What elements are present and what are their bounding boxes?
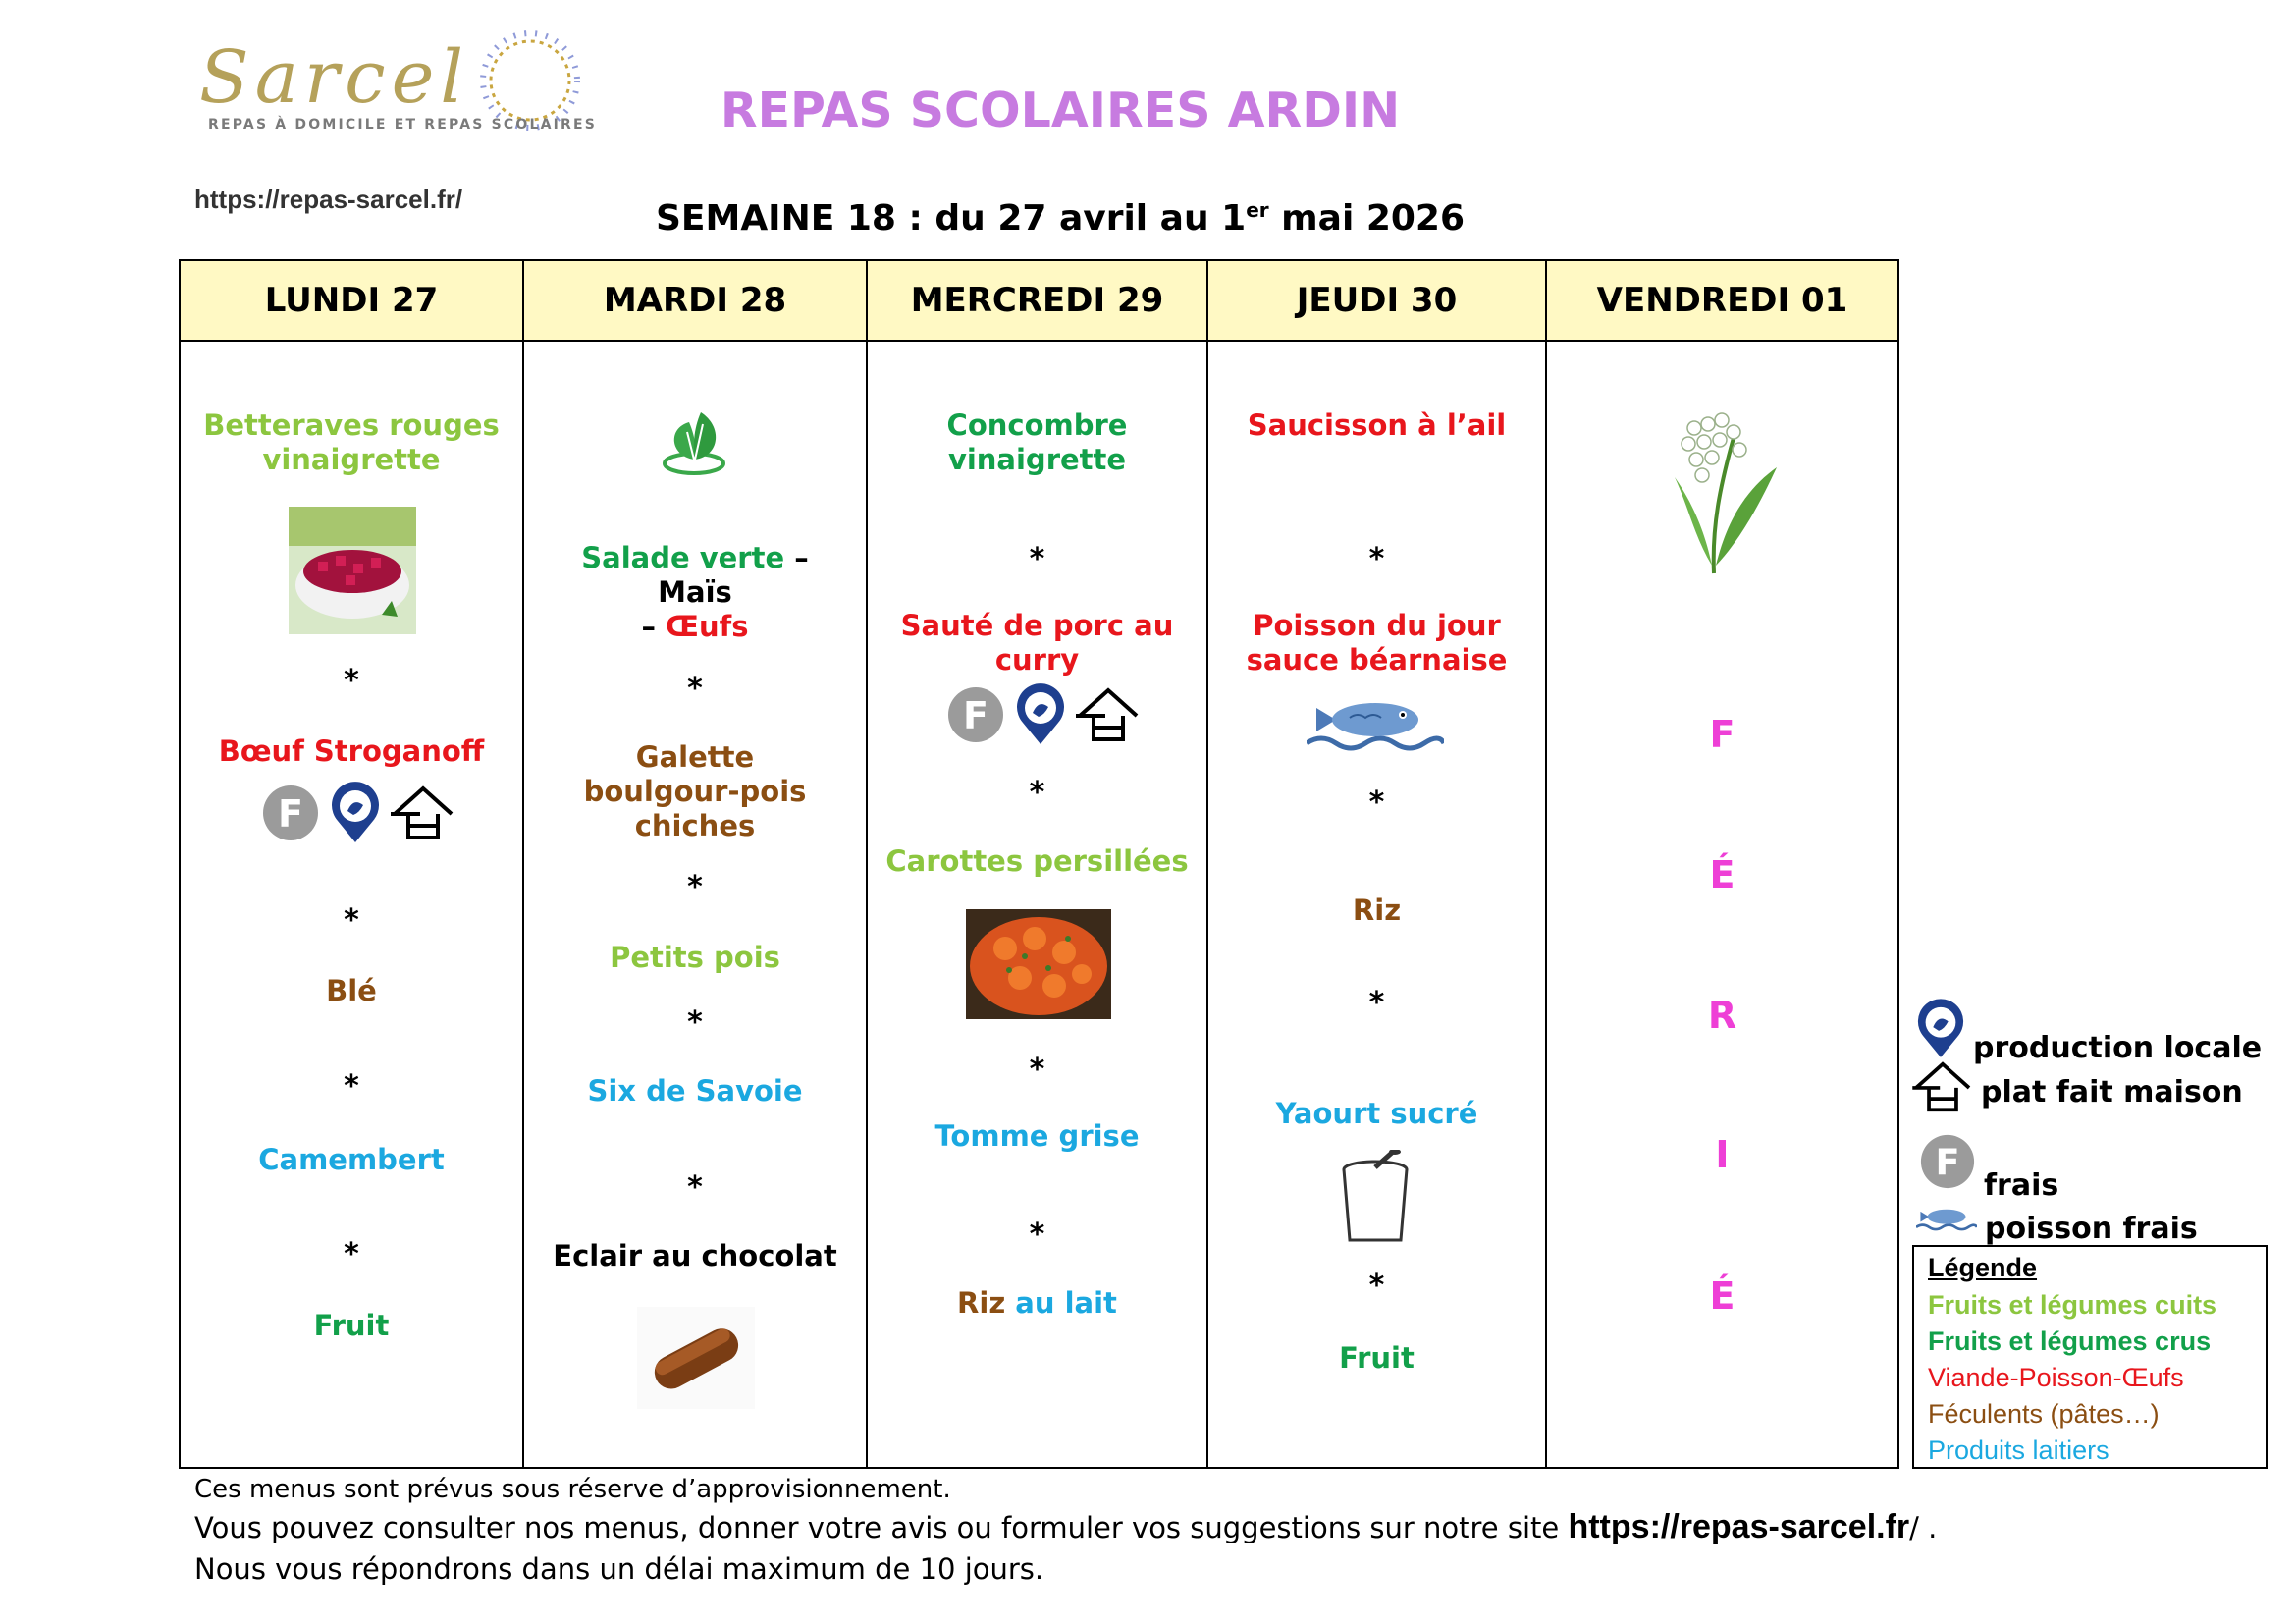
menu-cheese: Camembert	[258, 1143, 445, 1176]
legend-fresh-fish-label: poisson frais	[1985, 1212, 2198, 1246]
separator: *	[1368, 785, 1385, 820]
separator: *	[687, 672, 703, 706]
separator: *	[344, 903, 359, 938]
legend-starch: Féculents (pâtes…)	[1928, 1399, 2160, 1429]
local-production-icon	[1916, 999, 1965, 1059]
footer-url-link[interactable]	[1568, 1508, 1909, 1545]
menu-side: Petits pois	[610, 941, 780, 974]
menu-starter: Saucisson à l’ail	[1247, 408, 1507, 442]
carrots-photo	[966, 909, 1111, 1019]
legend-local-label: production locale	[1973, 1031, 2263, 1065]
legend-meat: Viande-Poisson-Œufs	[1928, 1363, 2184, 1392]
chocolate-eclair-photo	[637, 1307, 755, 1409]
legend-title: Légende	[1928, 1253, 2038, 1282]
legend-homemade-label: plat fait maison	[1981, 1074, 2243, 1110]
menu-table	[179, 259, 1899, 1469]
site-url-link[interactable]: https://repas-sarcel.fr/	[194, 185, 463, 214]
menu-dessert: Fruit	[1339, 1341, 1415, 1375]
day-column-monday	[181, 261, 524, 1467]
menu-side: Riz	[1352, 893, 1402, 927]
footer-note	[194, 1473, 1937, 1590]
dessert-part-milk: au lait	[1005, 1286, 1117, 1320]
footer-response-time: Nous vous répondrons dans un délai maximum de 10 jours.	[194, 1552, 1044, 1586]
footer-url-slash: /	[1909, 1511, 1919, 1544]
day-header: LUNDI 27	[181, 261, 522, 342]
separator: *	[1029, 1053, 1045, 1087]
menu-dessert	[868, 1286, 1206, 1321]
day-column-thursday	[1208, 261, 1547, 1467]
lily-of-the-valley-illustration	[1655, 408, 1792, 575]
separator: *	[344, 1237, 359, 1272]
label-icons	[261, 782, 455, 844]
menu-side: Carottes persillées	[885, 844, 1189, 878]
menu-starter: Betteraves rouges vinaigrette	[203, 408, 500, 476]
menu-main: Bœuf Stroganoff	[218, 734, 485, 768]
local-production-icon	[330, 782, 381, 844]
holiday-letter: I	[1715, 1133, 1730, 1176]
homemade-icon	[1076, 686, 1141, 743]
day-header: VENDREDI 01	[1547, 261, 1897, 342]
holiday-letter: É	[1709, 853, 1735, 896]
separator: *	[344, 664, 359, 698]
menu-cheese: Tomme grise	[934, 1119, 1140, 1153]
separator: *	[687, 870, 703, 904]
legend-local	[1916, 992, 2262, 1065]
separator: *	[1029, 776, 1045, 810]
menu-dessert: Eclair au chocolat	[553, 1239, 837, 1272]
menu-main: Sauté de porc au curry	[900, 609, 1174, 677]
legend-dairy: Produits laitiers	[1928, 1435, 2109, 1465]
day-column-friday	[1547, 261, 1897, 1467]
starter-part-salad: Salade verte	[581, 541, 785, 574]
homemade-icon	[1912, 1060, 1973, 1113]
menu-side: Blé	[326, 974, 377, 1007]
menu-dessert: Fruit	[313, 1309, 390, 1342]
separator: *	[687, 1170, 703, 1205]
footer-contact	[194, 1506, 1937, 1548]
fresh-badge-icon	[1919, 1133, 1976, 1190]
separator: *	[1029, 1218, 1045, 1252]
footer-availability: Ces menus sont prévus sous réserve d’approvisionnement.	[194, 1475, 951, 1504]
fresh-badge-icon	[261, 784, 320, 842]
week-heading-sup: er	[1246, 198, 1269, 222]
logo-subtitle: REPAS À DOMICILE ET REPAS SCOLAIRES	[208, 117, 598, 133]
legend-fresh-fish	[1916, 1190, 2198, 1246]
footer-contact-end: .	[1918, 1511, 1938, 1544]
separator: *	[1368, 986, 1385, 1020]
dessert-part-rice: Riz	[957, 1286, 1006, 1320]
starter-part-corn: – Maïs	[658, 541, 809, 609]
yogurt-pot-icon	[1336, 1150, 1415, 1248]
holiday-letter: É	[1709, 1274, 1735, 1318]
menu-main: Galette boulgour-pois chiches	[583, 740, 807, 842]
svg-text:F: F	[1935, 1141, 1960, 1184]
holiday-letter: R	[1707, 994, 1737, 1037]
day-header: MARDI 28	[524, 261, 866, 342]
legend-raw: Fruits et légumes crus	[1928, 1326, 2212, 1356]
label-icons	[946, 683, 1141, 746]
color-legend	[1912, 1245, 2268, 1469]
footer-url-scheme: https	[1568, 1508, 1650, 1545]
vegetarian-leaf-icon	[660, 406, 728, 477]
menu-starter: Concombre vinaigrette	[946, 408, 1128, 476]
holiday-letter: F	[1709, 713, 1735, 756]
fresh-badge-icon	[946, 685, 1005, 744]
separator: *	[1368, 1269, 1385, 1303]
svg-text:F: F	[963, 694, 988, 737]
footer-contact-text: Vous pouvez consulter nos menus, donner votre avis ou formuler vos suggestions sur notre site	[194, 1511, 1569, 1544]
menu-starter	[524, 541, 866, 643]
separator: *	[1368, 542, 1385, 576]
week-heading-main: SEMAINE 18 : du 27 avril au 1	[655, 198, 1247, 239]
svg-text:F: F	[278, 792, 303, 836]
legend-homemade	[1912, 1060, 2243, 1113]
fresh-fish-icon	[1916, 1202, 1977, 1235]
fresh-fish-photo	[1307, 688, 1444, 759]
menu-dairy: Yaourt sucré	[1275, 1097, 1478, 1130]
legend-fresh-label: frais	[1984, 1168, 2059, 1203]
menu-cheese: Six de Savoie	[587, 1074, 803, 1108]
separator: *	[344, 1069, 359, 1104]
separator: *	[687, 1005, 703, 1040]
separator: *	[1029, 542, 1045, 576]
menu-main: Poisson du jour sauce béarnaise	[1246, 609, 1508, 677]
day-column-wednesday	[868, 261, 1208, 1467]
starter-part-dash: –	[641, 609, 667, 643]
homemade-icon	[391, 785, 455, 841]
starter-part-eggs: Œufs	[666, 609, 749, 643]
page-title: REPAS SCOLAIRES ARDIN	[720, 82, 1401, 138]
local-production-icon	[1015, 683, 1066, 746]
legend-cooked: Fruits et légumes cuits	[1928, 1290, 2217, 1320]
footer-url-domain: ://repas-sarcel.fr	[1649, 1508, 1910, 1545]
week-heading	[0, 198, 2120, 239]
week-heading-end: mai 2026	[1268, 198, 1466, 239]
beetroot-salad-photo	[289, 507, 416, 634]
day-header: JEUDI 30	[1208, 261, 1545, 342]
logo-wordmark: Sarcel	[199, 35, 470, 120]
day-header: MERCREDI 29	[868, 261, 1206, 342]
day-column-tuesday	[524, 261, 868, 1467]
